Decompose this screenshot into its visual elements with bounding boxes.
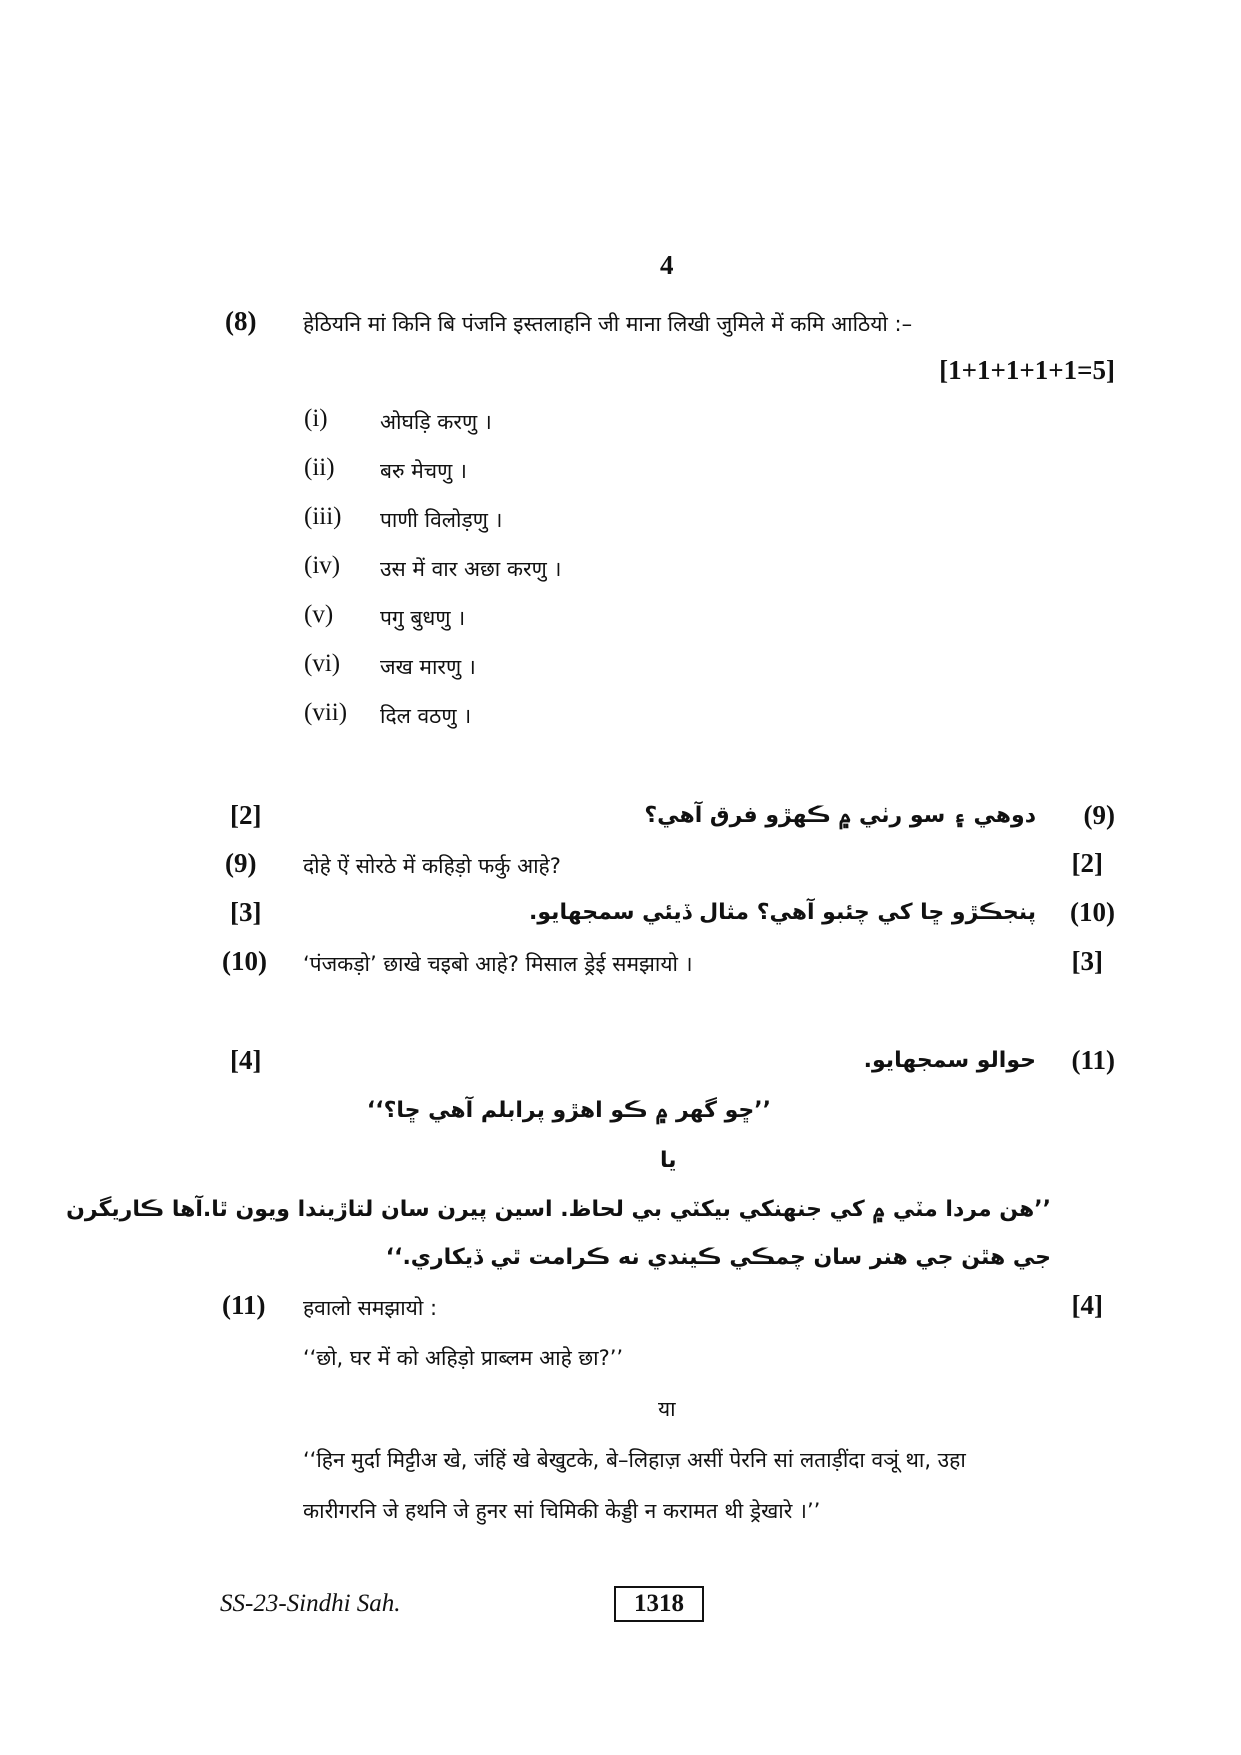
q11-hindi-heading: हवालो समझायो : [303, 1296, 438, 1320]
q10-sindhi-text: پنجڪڙو ڇا کي چئبو آهي؟ مثال ڏيئي سمجهايو. [529, 900, 1036, 925]
q9-sindhi-marks: [2] [230, 800, 262, 830]
q11-sindhi-number: (11) [1071, 1045, 1115, 1075]
q8-item-text: उस में वार अछा करणु । [380, 557, 562, 581]
q10-hindi-text: ‘पंजकड़ो’ छाखे चइबो आहे? मिसाल ड्रेई समझायो । [303, 952, 693, 976]
q9-hindi-number: (9) [225, 848, 257, 878]
q8-item-label: (iii) [304, 503, 342, 530]
q8-item-text: जख मारणु । [380, 655, 476, 679]
q8-marks: [1+1+1+1+1=5] [939, 355, 1115, 385]
q8-item-label: (vii) [304, 699, 348, 726]
q10-sindhi-marks: [3] [230, 897, 262, 927]
q11-hindi-number: (11) [222, 1290, 266, 1320]
q8-item-text: पगु बुधणु । [380, 606, 466, 630]
q8-item-text: दिल वठणु । [380, 704, 472, 728]
q11-hindi-quote-2-line-1: ‘‘हिन मुर्दा मिट्टीअ खे, जंहिं खे बेखुटके, बे–लिहाज़ असीं पेरनि सां लताड़ींदा वञूं था, उहा [303, 1448, 966, 1472]
q8-item-text: ओघड़ि करणु । [380, 410, 492, 434]
q11-sindhi-or: يا [660, 1148, 677, 1173]
q11-hindi-quote-2-line-2: कारीगरनि जे हथनि जे हुनर सां चिमिकी केड्डी न करामत थी ड्रेखारे ।’’ [303, 1499, 821, 1523]
q9-sindhi-number: (9) [1083, 800, 1115, 830]
page-number: 4 [660, 250, 674, 280]
q11-hindi-quote-1: ‘‘छो, घर में को अहिड़ो प्राब्लम आहे छा?’’ [303, 1346, 624, 1370]
q8-item-label: (iv) [304, 552, 341, 579]
q8-item-text: बरु मेचणु । [380, 459, 467, 483]
q9-hindi-marks: [2] [1071, 848, 1103, 878]
q8-number: (8) [225, 306, 257, 336]
q8-item-text: पाणी विलोड़णु । [380, 508, 503, 532]
q10-hindi-number: (10) [222, 946, 267, 976]
q8-item-label: (vi) [304, 650, 341, 677]
q9-hindi-text: दोहे ऐं सोरठे में कहिड़ो फर्कु आहे? [303, 854, 561, 878]
q11-sindhi-quote-2-line-1: ’’هن مردا مٽي ۾ کي جنهنکي بيکٽي بي لحاظ. اسين پيرن سان لتاڙيندا ويون ٿا.آها ڪاريگرن [66, 1197, 1051, 1222]
paper-code: SS-23-Sindhi Sah. [220, 1590, 401, 1617]
q8-item-label: (v) [304, 601, 334, 628]
q11-sindhi-quote-2-line-2: جي هٿن جي هنر سان چمڪي ڪيندي نه ڪرامت ٿي ڏيکاري.‘‘ [385, 1245, 1051, 1270]
q8-item-label: (ii) [304, 454, 335, 481]
q11-hindi-marks: [4] [1071, 1290, 1103, 1320]
q10-sindhi-number: (10) [1070, 897, 1115, 927]
q9-sindhi-text: دوهي ۽ سو رٺي ۾ ڪهڙو فرق آهي؟ [644, 803, 1036, 828]
q8-text: हेठियनि मां किनि बि पंजनि इस्तलाहनि जी माना लिखी जुमिले में कमि आठियो :– [303, 312, 913, 336]
q8-item-label: (i) [304, 405, 328, 432]
q11-sindhi-marks: [4] [230, 1045, 262, 1075]
q11-sindhi-quote-1: ’’ڇو گهر ۾ ڪو اهڙو پرابلم آهي ڇا؟‘‘ [366, 1098, 771, 1123]
q11-hindi-or: या [658, 1397, 676, 1421]
q10-hindi-marks: [3] [1071, 946, 1103, 976]
serial-number-box: 1318 [614, 1586, 704, 1622]
q11-sindhi-heading: حوالو سمجهايو. [863, 1048, 1036, 1073]
